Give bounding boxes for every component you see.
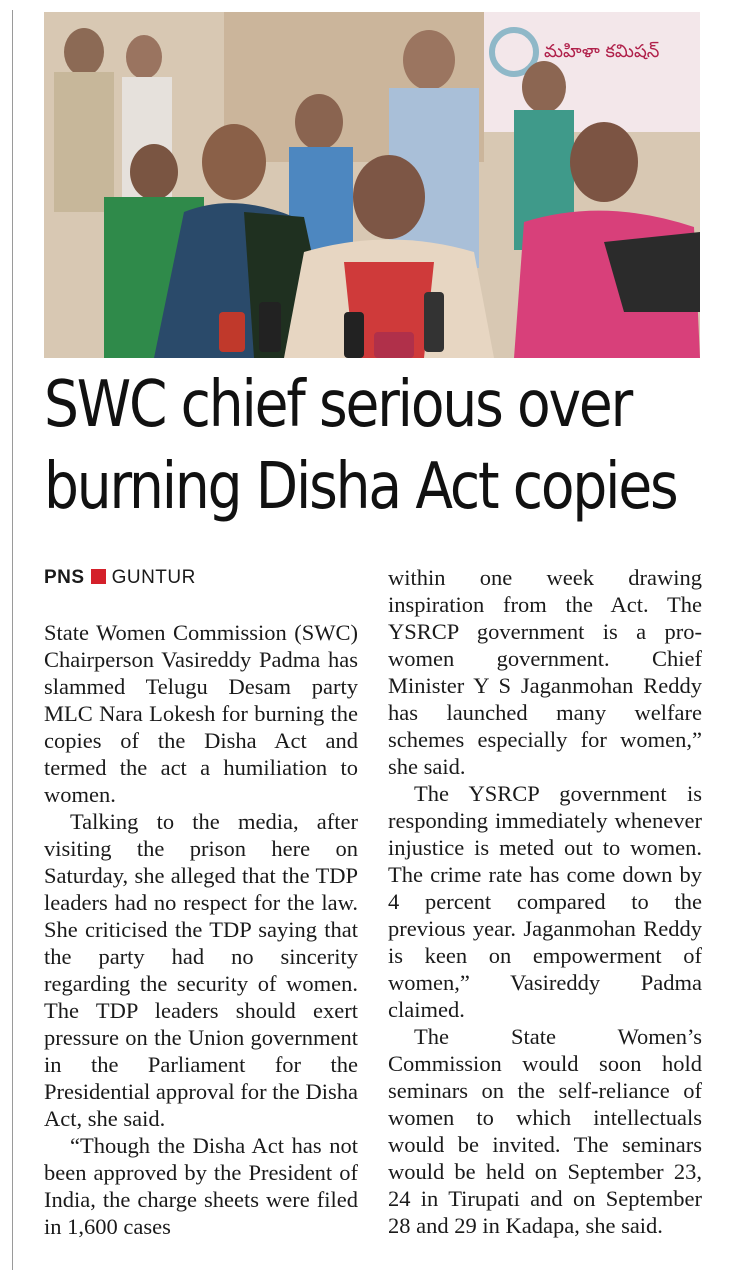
article-paragraph: Talking to the media, after visiting the prison here on Saturday, she alleged that the TDP leaders had no respect for the law. She criticised the TDP saying that the party had no sincerity regarding the security of women. The TDP leaders should exert pressure on the Union government in the Parliament for the Presidential approval for the Disha Act, she said. (44, 809, 358, 1131)
agency-name: PNS (44, 567, 85, 588)
headline-line-2: burning Disha Act copies (44, 450, 677, 524)
article-paragraph: The State Women’s Commission would soon hold seminars on the self-reliance of women to which intellectuals would be invited. The seminars would be held on September 23, 24 in Tirupati and on September 28 and 29 in Kadapa, she said. (388, 1024, 702, 1238)
article-column-left (44, 564, 358, 1240)
banner-text: మహిళా కమిషన్ (544, 41, 660, 62)
dateline (44, 564, 358, 591)
article-column-right (388, 564, 702, 1239)
headline (44, 364, 677, 528)
article-paragraph: The YSRCP government is responding immediately whenever injustice is meted out to women. The crime rate has come down by 4 percent compared to the previous year. Jaganmohan Reddy is keen on empowerment of women,” Vasireddy Padma claimed. (388, 781, 702, 1022)
headline-line-1: SWC chief serious over (44, 368, 632, 442)
article-paragraph: “Though the Disha Act has not been approved by the President of India, the charge sheets were filed in 1,600 cases (44, 1133, 358, 1239)
article-paragraph: within one week drawing inspiration from the Act. The YSRCP government is a pro-women government. Chief Minister Y S Jaganmohan Reddy has launched many welfare schemes especially for women,” she said. (388, 565, 702, 779)
red-square-icon (91, 569, 106, 584)
column-rule (12, 10, 13, 1270)
dateline-location: GUNTUR (111, 567, 196, 588)
news-photo (44, 12, 700, 358)
article-paragraph: State Women Commission (SWC) Chairperson Vasireddy Padma has slammed Telugu Desam party MLC Nara Lokesh for burning the copies of the Disha Act and termed the act a humiliation to women. (44, 620, 358, 807)
